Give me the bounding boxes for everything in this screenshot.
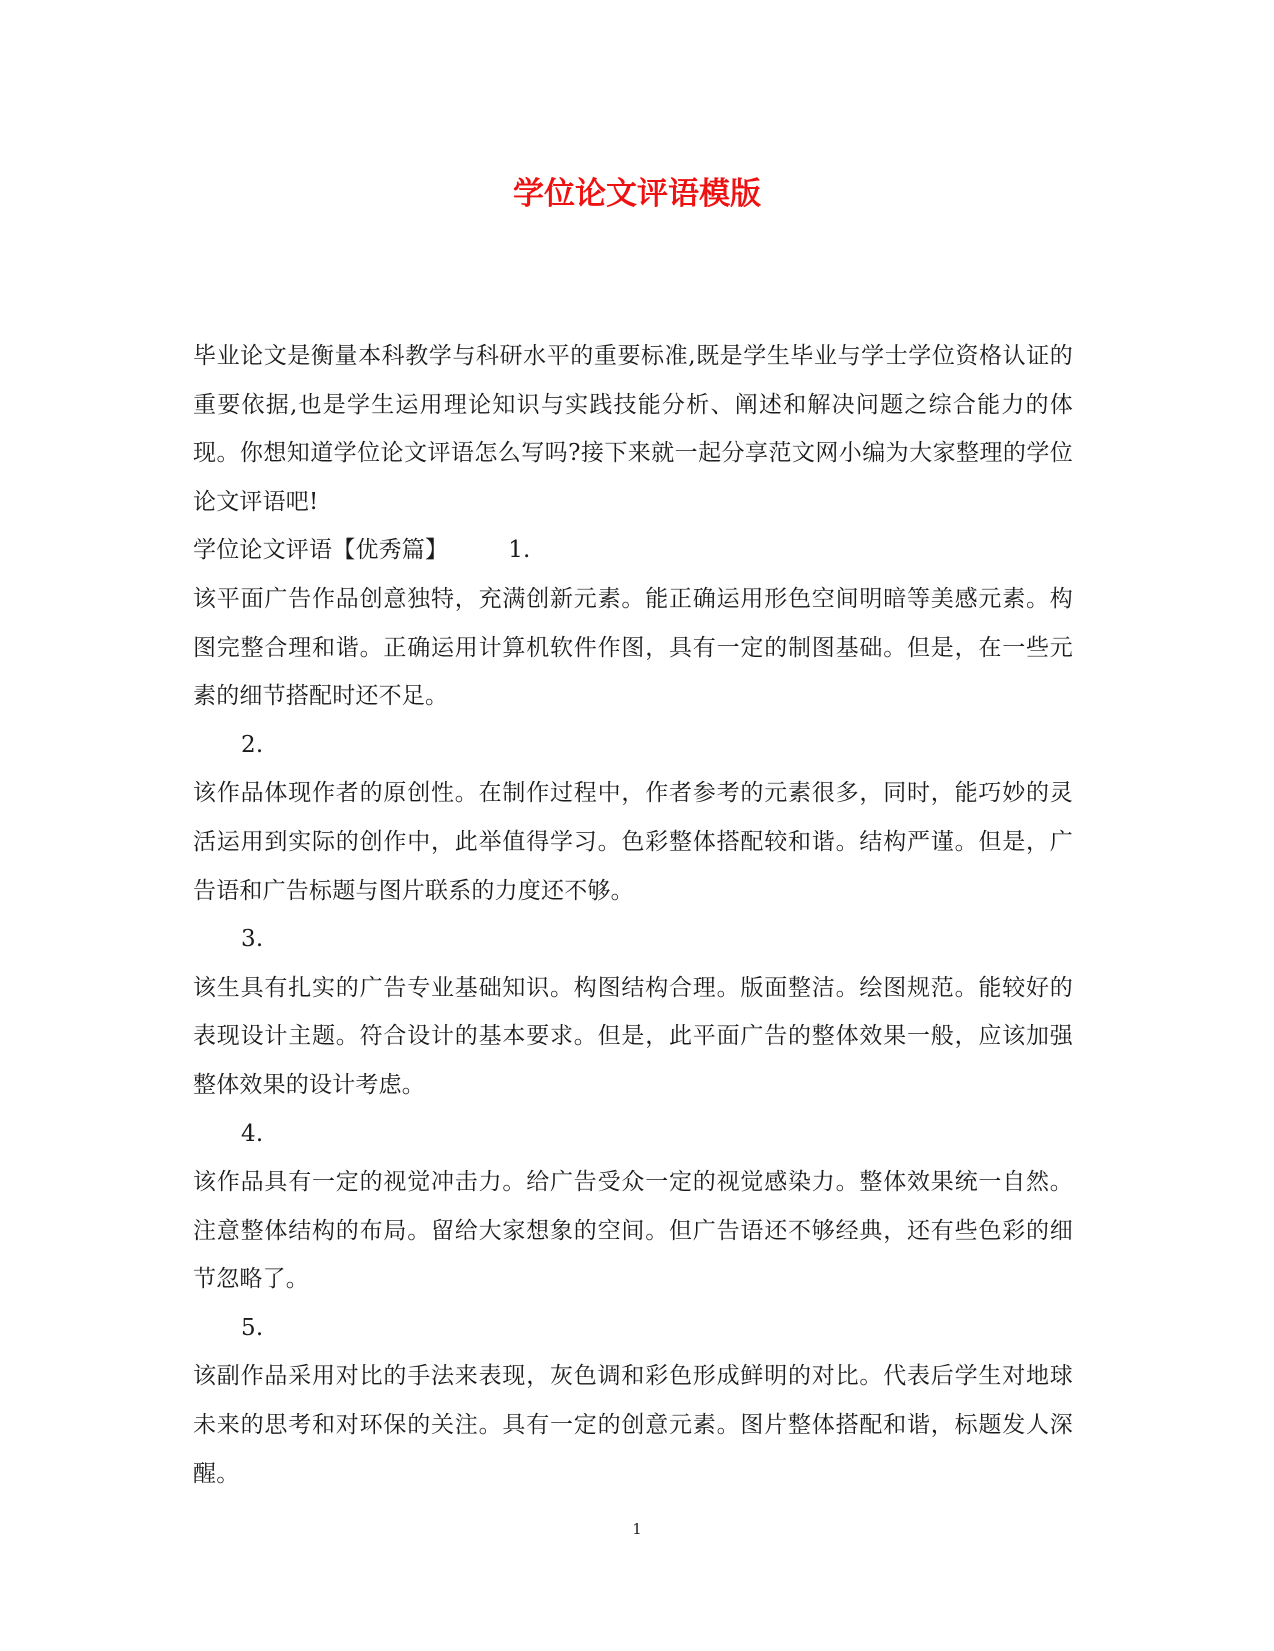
- intro-paragraph: 毕业论文是衡量本科教学与科研水平的重要标准,既是学生毕业与学士学位资格认证的重要依据,也是学生运用理论知识与实践技能分析、阐述和解决问题之综合能力的体现。你想知道学位论文评语怎么写吗?接下来就一起分享范文网小编为大家整理的学位论文评语吧!: [193, 343, 1073, 515]
- section-heading: 学位论文评语【优秀篇】: [193, 537, 449, 564]
- item-number-3: 3.: [241, 926, 264, 953]
- item-text-2: 该作品体现作者的原创性。在制作过程中，作者参考的元素很多，同时，能巧妙的灵活运用到实际的创作中，此举值得学习。色彩整体搭配较和谐。结构严谨。但是，广告语和广告标题与图片联系的力度还不够。: [193, 780, 1073, 904]
- item-number-2: 2.: [241, 731, 264, 758]
- page-number: 1: [632, 1520, 642, 1538]
- item-text-5: 该副作品采用对比的手法来表现，灰色调和彩色形成鲜明的对比。代表后学生对地球未来的思考和对环保的关注。具有一定的创意元素。图片整体搭配和谐，标题发人深醒。: [193, 1363, 1073, 1487]
- item-text-3: 该生具有扎实的广告专业基础知识。构图结构合理。版面整洁。绘图规范。能较好的表现设计主题。符合设计的基本要求。但是，此平面广告的整体效果一般，应该加强整体效果的设计考虑。: [193, 974, 1073, 1098]
- item-number-5: 5.: [241, 1314, 264, 1341]
- section-heading-line: [193, 526, 1073, 575]
- item-text-4: 该作品具有一定的视觉冲击力。给广告受众一定的视觉感染力。整体效果统一自然。注意整体结构的布局。留给大家想象的空间。但广告语还不够经典，还有些色彩的细节忽略了。: [193, 1169, 1073, 1293]
- document-title: 学位论文评语模版: [513, 176, 761, 212]
- item-number-1: 1.: [508, 537, 531, 564]
- item-number-4: 4.: [241, 1120, 264, 1147]
- item-text-1: 该平面广告作品创意独特，充满创新元素。能正确运用形色空间明暗等美感元素。构图完整合理和谐。正确运用计算机软件作图，具有一定的制图基础。但是，在一些元素的细节搭配时还不足。: [193, 585, 1073, 710]
- document-body: [193, 332, 1073, 1498]
